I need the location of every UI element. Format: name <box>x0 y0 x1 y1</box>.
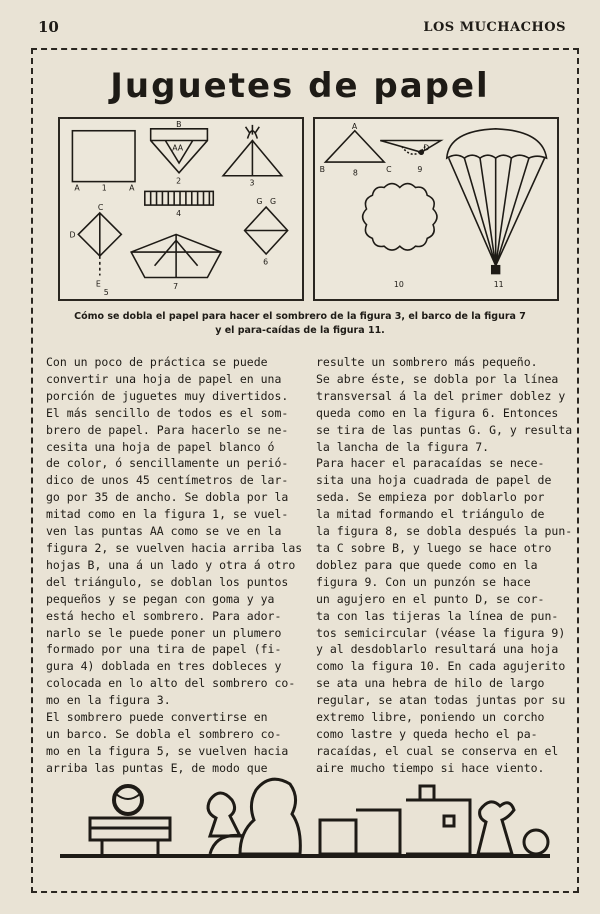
text-line: convertir una hoja de papel en una <box>46 371 282 386</box>
figure-11-cords <box>449 158 545 266</box>
text-line: El sombrero puede convertirse en <box>46 710 268 725</box>
text-line: arriba las puntas E, de modo que <box>46 760 268 775</box>
text-line: ven las puntas AA como se ve en la <box>46 524 282 539</box>
figure-6-diamond <box>245 207 288 254</box>
text-line: la figura 8, se dobla después la pun- <box>316 524 573 539</box>
page-number: 10 <box>38 18 59 36</box>
label-10: 10 <box>393 280 404 290</box>
text-line: la mitad formando el triángulo de <box>316 507 545 522</box>
article-column-left <box>46 354 303 777</box>
text-line: seda. Se empieza por doblarlo por <box>316 490 545 505</box>
text-line: se ata una hebra de hilo de largo <box>316 676 545 691</box>
label-g-right: G <box>270 197 277 207</box>
label-a-left: A <box>74 183 80 193</box>
label-11: 11 <box>493 280 504 290</box>
small-ball-icon <box>524 830 548 854</box>
train-icon <box>320 786 470 854</box>
child-figure-icon <box>208 793 244 854</box>
text-line: figura 9. Con un punzón se hace <box>316 574 531 589</box>
label-6: 6 <box>263 257 269 267</box>
text-line: dico de unos 45 centímetros de lar- <box>46 473 289 488</box>
figure-caption <box>40 310 560 338</box>
text-line: de color, ó sencillamente un perió- <box>46 456 289 471</box>
label-a-right: A <box>129 183 135 193</box>
text-line: un agujero en el punto D, se cor- <box>316 591 545 606</box>
text-line: la lancha de la figura 7. <box>316 439 490 454</box>
text-line: como la figura 10. En cada agujerito <box>316 659 566 674</box>
text-line: gura 4) doblada en tres dobleces y <box>46 659 282 674</box>
text-line: tos semicircular (véase la figura 9) <box>316 625 566 640</box>
figure-5-diamond <box>78 213 121 256</box>
label-9: 9 <box>417 164 423 174</box>
label-2: 2 <box>176 176 182 186</box>
text-line: colocada en lo alto del sombrero co- <box>46 676 296 691</box>
article-title: Juguetes de papel <box>110 66 490 106</box>
text-line: formado por una tira de papel (fi- <box>46 642 282 657</box>
figure-8-triangle <box>325 131 384 162</box>
text-line: narlo se le puede poner un plumero <box>46 625 282 640</box>
text-line: brero de papel. Para hacerlo se ne- <box>46 422 289 437</box>
label-8-a: A <box>351 121 358 131</box>
text-line: mo en la figura 5, se vuelven hacia <box>46 743 289 758</box>
text-line: extremo libre, poniendo un corcho <box>316 710 545 725</box>
label-9-d: D <box>423 143 430 153</box>
text-line: go por 35 de ancho. Se dobla por la <box>46 490 289 505</box>
text-line: y al desdoblarlo resultará una hoja <box>316 642 559 657</box>
figure-11-weight <box>492 266 500 274</box>
figure-3-hat <box>223 141 282 176</box>
figure-7-boat <box>131 234 221 277</box>
text-line: cesita una hoja de papel blanco ó <box>46 439 275 454</box>
text-line: ta con las tijeras la línea de pun- <box>316 608 559 623</box>
text-line: pequeños y se pegan con goma y ya <box>46 591 275 606</box>
text-line: regular, se atan todas juntas por su <box>316 693 566 708</box>
figure-11-canopy <box>447 129 547 158</box>
label-8-b: B <box>319 164 325 174</box>
article-column-right <box>316 354 573 777</box>
text-line: como lastre y queda hecho el pa- <box>316 726 538 741</box>
baby-figure-icon <box>240 779 300 854</box>
text-line: Con un poco de práctica se puede <box>46 355 268 369</box>
text-line: mo en la figura 3. <box>46 693 171 708</box>
text-line: El más sencillo de todos es el som- <box>46 405 289 420</box>
label-4: 4 <box>176 208 182 218</box>
text-line: doblez para que quede como en la <box>316 557 538 572</box>
label-aa: AA <box>172 143 184 153</box>
figure-1-sheet <box>72 131 135 182</box>
text-line: transversal á la del primer doblez y <box>316 388 566 403</box>
toys-footer-illustration <box>60 770 550 870</box>
doll-icon <box>478 802 514 854</box>
text-line: ta C sobre B, y luego se hace otro <box>316 540 552 555</box>
label-8: 8 <box>352 168 358 178</box>
text-line: Se abre éste, se dobla por la línea <box>316 371 559 386</box>
caption-line: y el para-caídas de la figura 11. <box>215 325 385 336</box>
text-line: un barco. Se dobla el sombrero co- <box>46 726 282 741</box>
magazine-name: LOS MUCHACHOS <box>423 20 566 35</box>
label-7: 7 <box>173 282 179 292</box>
label-b: B <box>176 119 182 129</box>
text-line: mitad como en la figura 1, se vuel- <box>46 507 289 522</box>
label-c: C <box>97 202 104 212</box>
text-line: porción de juguetes muy divertidos. <box>46 388 289 403</box>
figure-10-disk <box>363 184 437 251</box>
text-line: hojas B, una á un lado y otra á otro <box>46 557 296 572</box>
label-5: 5 <box>103 288 109 298</box>
label-3: 3 <box>249 178 255 188</box>
label-1: 1 <box>101 183 107 193</box>
text-line: racaídas, el cual se conserva en el <box>316 743 559 758</box>
label-g-left: G <box>256 197 263 207</box>
text-line: figura 2, se vuelven hacia arriba las <box>46 540 303 555</box>
parachute-illustration <box>313 117 559 301</box>
text-line: queda como en la figura 6. Entonces <box>316 405 559 420</box>
hat-boat-illustration <box>58 117 304 301</box>
label-8-c: C <box>386 164 392 174</box>
text-line: del triángulo, se doblan los puntos <box>46 574 289 589</box>
text-line: resulte un sombrero más pequeño. <box>316 355 538 369</box>
label-e: E <box>95 279 101 289</box>
ball-icon <box>114 786 142 814</box>
text-line: aire mucho tiempo si hace viento. <box>316 760 545 775</box>
text-line: sita una hoja cuadrada de papel de <box>316 473 552 488</box>
caption-line: Cómo se dobla el papel para hacer el sombrero de la figura 3, el barco de la figura 7 <box>74 311 526 322</box>
figure-9-fold <box>380 141 441 153</box>
label-d: D <box>69 230 76 240</box>
text-line: se tira de las puntas G. G, y resulta <box>316 422 573 437</box>
text-line: Para hacer el paracaídas se nece- <box>316 456 545 471</box>
text-line: está hecho el sombrero. Para ador- <box>46 608 282 623</box>
cart-icon <box>90 818 170 854</box>
figure-3-plume <box>246 125 260 139</box>
figure-4-fringe <box>151 191 210 205</box>
